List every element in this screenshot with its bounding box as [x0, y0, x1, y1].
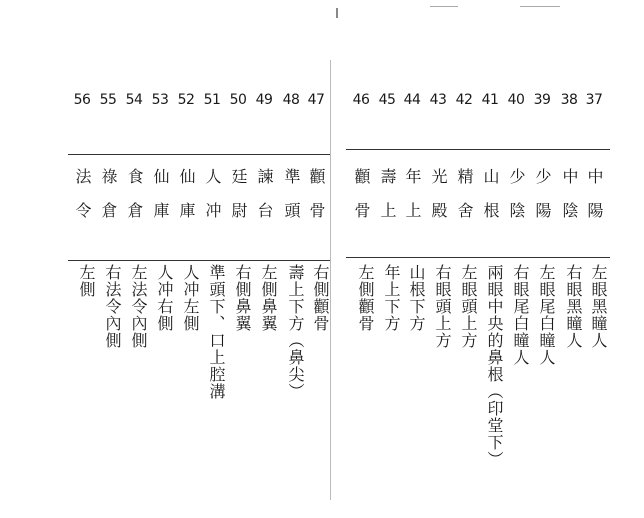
point-location: 山根下方 — [407, 264, 426, 332]
point-location: 左眼頭上方 — [459, 264, 478, 349]
point-location: 左眼尾白瞳人 — [537, 264, 556, 366]
point-name: 少陽 — [533, 168, 552, 236]
point-name: 仙庫 — [151, 168, 170, 236]
point-number: 40 — [507, 92, 525, 108]
point-location: 人冲右側 — [155, 264, 174, 332]
point-location: 右側顴骨 — [311, 264, 330, 332]
point-number: 43 — [429, 92, 447, 108]
point-name: 年上 — [403, 168, 422, 236]
point-location: 左側顴骨 — [356, 264, 375, 332]
point-location: 左眼黑瞳人 — [589, 264, 608, 349]
point-number: 56 — [73, 92, 91, 108]
point-location: 右眼黑瞳人 — [564, 264, 583, 349]
point-location: 右側鼻翼 — [233, 264, 252, 332]
header-rule-left — [68, 154, 330, 155]
point-location: 右眼尾白瞳人 — [511, 264, 530, 366]
point-name: 仙庫 — [177, 168, 196, 236]
point-number: 38 — [560, 92, 578, 108]
point-number: 41 — [481, 92, 499, 108]
middle-rule-left — [68, 260, 330, 261]
point-location: 準頭下、口上腔溝 — [207, 264, 226, 400]
point-name: 諫台 — [255, 168, 274, 236]
point-number: 53 — [151, 92, 169, 108]
point-name: 山根 — [481, 168, 500, 236]
point-location: 年上下方 — [382, 264, 401, 332]
point-location: 壽上下方︵鼻尖︶ — [286, 264, 305, 400]
middle-rule-right — [346, 257, 610, 258]
point-location: 兩眼中央的鼻根︵印堂下︶ — [485, 264, 504, 468]
page-gutter — [330, 60, 331, 500]
point-number: 37 — [585, 92, 603, 108]
point-number: 42 — [455, 92, 473, 108]
point-number: 46 — [352, 92, 370, 108]
scan-mark — [430, 6, 458, 7]
point-location: 左法令內側 — [129, 264, 148, 349]
point-location: 右法令內側 — [103, 264, 122, 349]
point-location: 左側鼻翼 — [259, 264, 278, 332]
point-number: 48 — [282, 92, 300, 108]
point-name: 人冲 — [203, 168, 222, 236]
point-name: 精舍 — [455, 168, 474, 236]
point-name: 法令 — [73, 168, 92, 236]
point-number: 50 — [229, 92, 247, 108]
point-number: 44 — [403, 92, 421, 108]
point-name: 中陰 — [560, 168, 579, 236]
point-name: 廷尉 — [229, 168, 248, 236]
point-number: 47 — [307, 92, 325, 108]
point-number: 51 — [203, 92, 221, 108]
point-number: 54 — [125, 92, 143, 108]
point-number: 39 — [533, 92, 551, 108]
point-name: 光殿 — [429, 168, 448, 236]
point-name: 顴骨 — [307, 168, 326, 236]
point-name: 少陰 — [507, 168, 526, 236]
header-rule-right — [346, 149, 610, 150]
point-name: 準頭 — [282, 168, 301, 236]
point-name: 食倉 — [125, 168, 144, 236]
scan-mark — [336, 8, 338, 18]
point-number: 52 — [177, 92, 195, 108]
point-name: 中陽 — [585, 168, 604, 236]
point-number: 45 — [378, 92, 396, 108]
scan-mark — [520, 6, 560, 7]
point-location: 人冲左側 — [181, 264, 200, 332]
point-number: 49 — [255, 92, 273, 108]
point-name: 顴骨 — [352, 168, 371, 236]
point-location: 左側 — [77, 264, 96, 298]
point-name: 壽上 — [378, 168, 397, 236]
point-location: 右眼頭上方 — [433, 264, 452, 349]
point-number: 55 — [99, 92, 117, 108]
point-name: 祿倉 — [99, 168, 118, 236]
